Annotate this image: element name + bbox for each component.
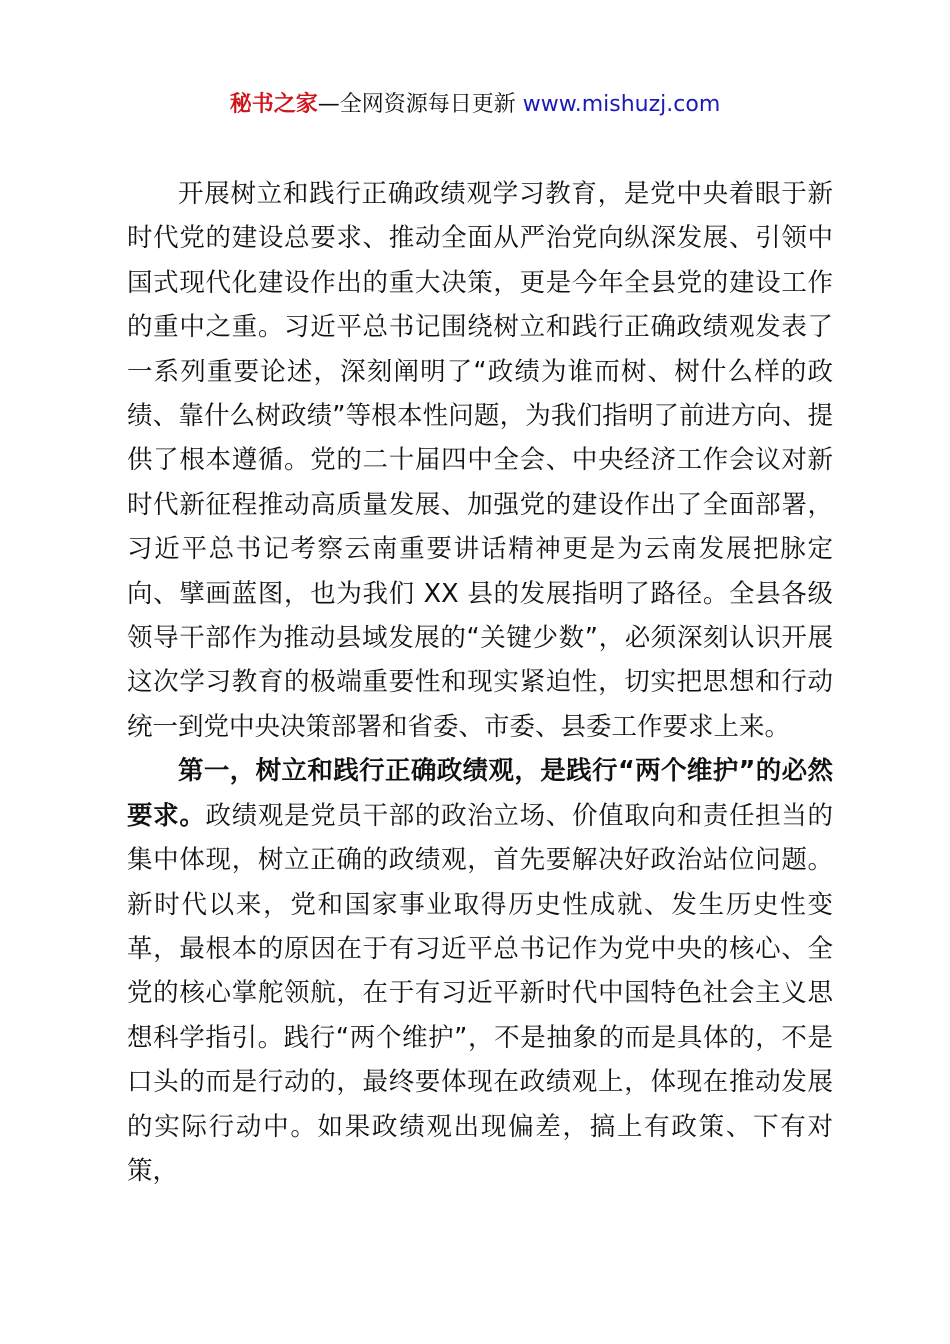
paragraph-lead-heading: 第一，树立和践行正确政绩观，是践行“两个维护”的必然要求。 — [127, 756, 833, 831]
paragraph-text: 开展树立和践行正确政绩观学习教育，是党中央着眼于新时代党的建设总要求、推动全面从严治党向纵深发展、引领中国式现代化建设作出的重大决策，更是今年全县党的建设工作的重中之重。习近平总书记围绕树立和践行正确政绩观发表了一系列重要论述，深刻阐明了“政绩为谁而树、树什么样的政绩、靠什么树政绩”等根本性问题，为我们指明了前进方向、提供了根本遵循。党的二十届四中全会、中央经济工作会议对新时代新征程推动高质量发展、加强党的建设作出了全面部署，习近平总书记考察云南重要讲话精神更是为云南发展把脉定向、擘画蓝图，也为我们 XX 县的发展指明了路径。全县各级领导干部作为推动县域发展的“关键少数”，必须深刻认识开展这次学习教育的极端重要性和现实紧迫性，切实把思想和行动统一到党中央决策部署和省委、市委、县委工作要求上来。 — [127, 179, 833, 742]
paragraph-point-one — [127, 749, 833, 1193]
header-brand: 秘书之家 — [229, 92, 318, 117]
paragraph-intro — [127, 172, 833, 749]
page-header — [0, 88, 950, 122]
header-url[interactable]: www.mishuzj.com — [522, 92, 721, 117]
document-body — [127, 172, 833, 1193]
paragraph-text: 政绩观是党员干部的政治立场、价值取向和责任担当的集中体现，树立正确的政绩观，首先要解决好政治站位问题。新时代以来，党和国家事业取得历史性成就、发生历史性变革，最根本的原因在于有习近平总书记作为党中央的核心、全党的核心掌舵领航，在于有习近平新时代中国特色社会主义思想科学指引。践行“两个维护”，不是抽象的而是具体的，不是口头的而是行动的，最终要体现在政绩观上，体现在推动发展的实际行动中。如果政绩观出现偏差，搞上有政策、下有对策， — [127, 800, 833, 1186]
header-tagline: —全网资源每日更新 — [317, 92, 523, 117]
